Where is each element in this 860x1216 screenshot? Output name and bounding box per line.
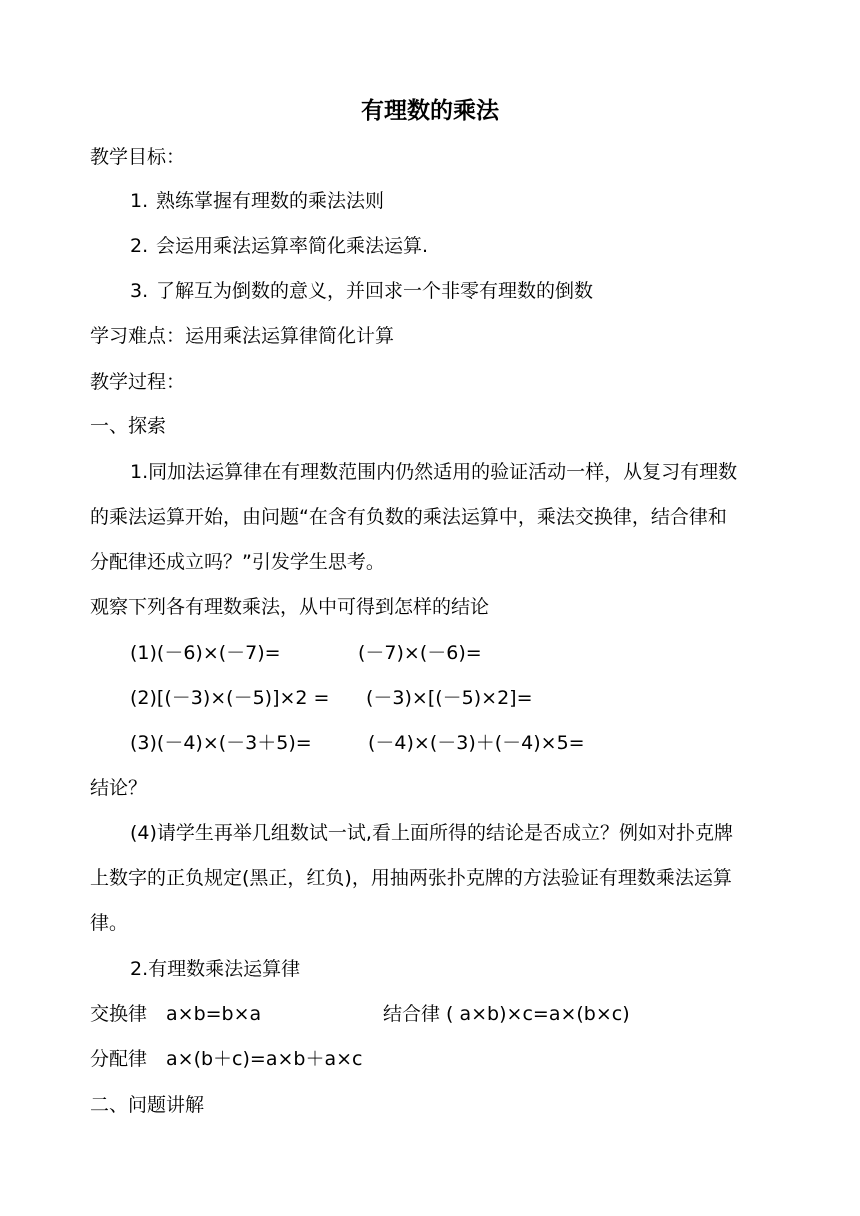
laws-heading: 2.有理数乘法运算律 bbox=[130, 958, 301, 980]
objective-text: 了解互为倒数的意义，并回求一个非零有理数的倒数 bbox=[156, 280, 594, 302]
objective-text: 熟练掌握有理数的乘法法则 bbox=[156, 190, 385, 212]
example-3-left: (3)(－4)×(－3＋5)= bbox=[130, 732, 312, 754]
paragraph-4-line-3: 律。 bbox=[90, 912, 129, 934]
paragraph-1-line-3: 分配律还成立吗？”引发学生思考。 bbox=[90, 551, 385, 573]
objective-item-3 bbox=[130, 279, 593, 303]
document-title: 有理数的乘法 bbox=[361, 98, 499, 124]
conclusion-prompt: 结论？ bbox=[90, 777, 148, 799]
paragraph-1-line-1: 1.同加法运算律在有理数范围内仍然适用的验证活动一样，从复习有理数 bbox=[130, 461, 738, 483]
commutative-law: 交换律 a×b=b×a bbox=[90, 1003, 262, 1025]
section-heading-explore: 一、探索 bbox=[90, 415, 167, 437]
paragraph-1-line-2: 的乘法运算开始，由问题“在含有负数的乘法运算中，乘法交换律，结合律和 bbox=[90, 506, 727, 528]
example-2-left: (2)[(－3)×(－5)]×2 = bbox=[130, 687, 330, 709]
objective-number: 3. bbox=[130, 280, 149, 302]
objective-number: 1. bbox=[130, 190, 149, 212]
objective-number: 2. bbox=[130, 235, 149, 257]
associative-law: 结合律 ( a×b)×c=a×(b×c) bbox=[383, 1003, 630, 1025]
example-3-right: (－4)×(－3)＋(－4)×5= bbox=[368, 732, 585, 754]
example-1-right: (－7)×(－6)= bbox=[358, 642, 482, 664]
section-heading-problems: 二、问题讲解 bbox=[90, 1094, 205, 1116]
example-1-left: (1)(－6)×(－7)= bbox=[130, 642, 281, 664]
objective-text: 会运用乘法运算率简化乘法运算. bbox=[156, 235, 429, 257]
objective-item-1 bbox=[130, 189, 384, 213]
objective-item-2 bbox=[130, 234, 428, 258]
example-2-right: (－3)×[(－5)×2]= bbox=[366, 687, 533, 709]
distributive-law: 分配律 a×(b＋c)=a×b＋a×c bbox=[90, 1048, 363, 1070]
paragraph-4-line-1: (4)请学生再举几组数试一试,看上面所得的结论是否成立？例如对扑克牌 bbox=[130, 822, 733, 844]
learning-difficulty: 学习难点：运用乘法运算律简化计算 bbox=[90, 325, 395, 347]
process-label: 教学过程： bbox=[90, 371, 186, 393]
objectives-label: 教学目标： bbox=[90, 146, 186, 168]
paragraph-4-line-2: 上数字的正负规定(黑正，红负)，用抽两张扑克牌的方法验证有理数乘法运算 bbox=[90, 867, 732, 889]
observe-prompt: 观察下列各有理数乘法，从中可得到怎样的结论 bbox=[90, 596, 490, 618]
